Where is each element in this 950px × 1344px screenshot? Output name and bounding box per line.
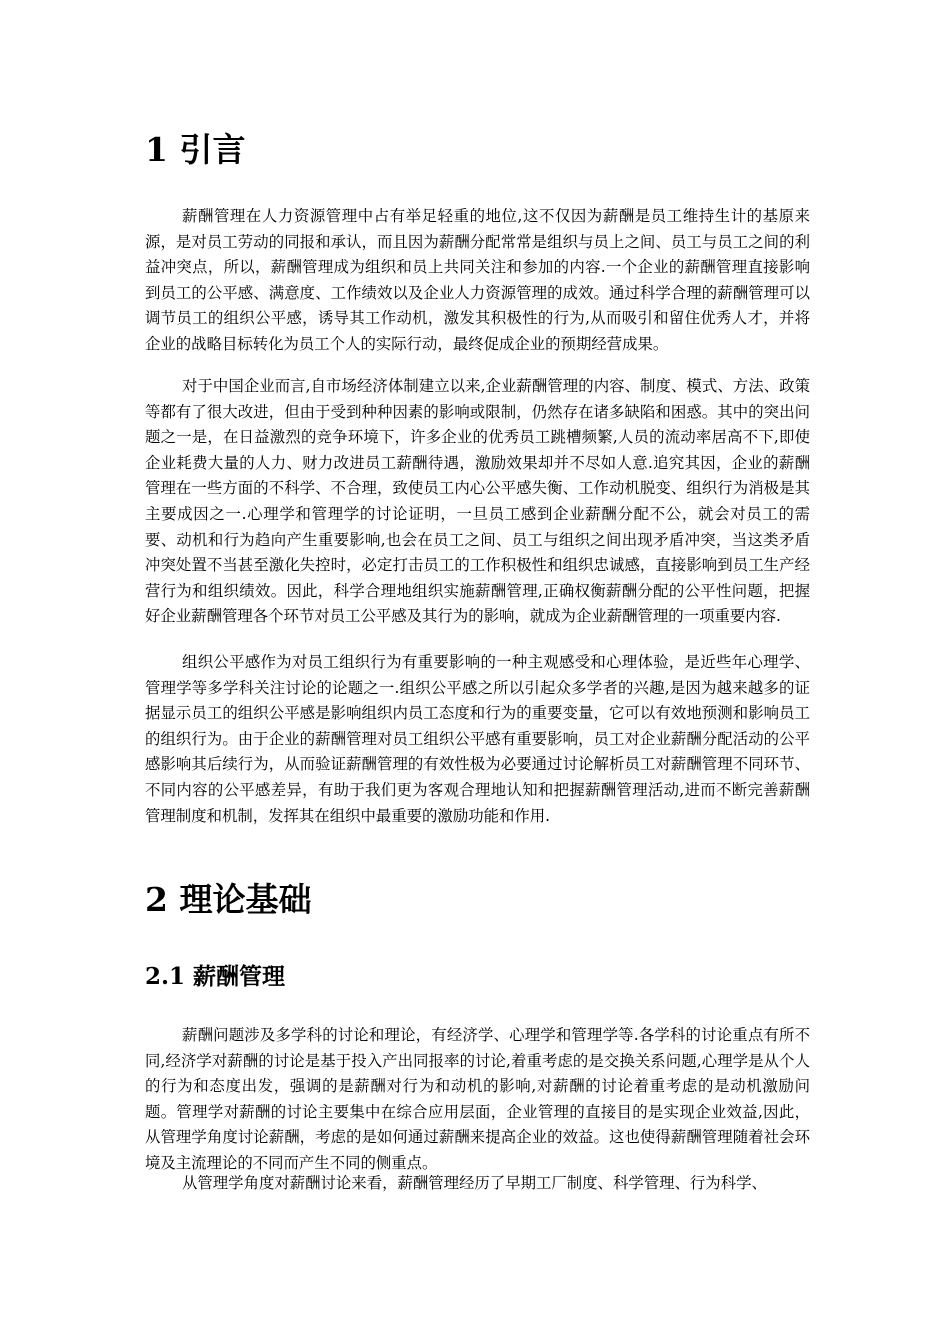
paragraph-intro-3: 组织公平感作为对员工组织行为有重要影响的一种主观感受和心理体验，是近些年心理学、管理学等多学科关注讨论的论题之一.组织公平感之所以引起众多学者的兴趣,是因为越来越多的证据显示员工的组织公平感是影响组织内员工态度和行为的重要变量，它可以有效地预测和影响员工的组织行为。由于企业的薪酬管理对员工组织公平感有重要影响，员工对企业薪酬分配活动的公平感影响其后续行为，从而验证薪酬管理的有效性极为必要通过讨论解析员工对薪酬管理不同环节、不同内容的公平感差异，有助于我们更为客观合理地认知和把握薪酬管理活动,进而不断完善薪酬管理制度和机制，发挥其在组织中最重要的激励功能和作用. [145, 653, 810, 825]
paragraph-intro-1: 薪酬管理在人力资源管理中占有举足轻重的地位,这不仅因为薪酬是员工维持生计的基原来源，是对员工劳动的同报和承认，而且因为薪酬分配常常是组织与员上之间、员工与员工之间的利益冲突点，所以，薪酬管理成为组织和员上共同关注和参加的内容.一个企业的薪酬管理直接影响到员工的公平感、满意度、工作绩效以及企业人力资源管理的成效。通过科学合理的薪酬管理可以调节员工的组织公平感，诱导其工作动机，激发其积极性的行为,从而吸引和留住优秀人才，并将企业的战略目标转化为员工个人的实际行动，最终促成企业的预期经营成果。 [145, 207, 810, 353]
subsection-heading-compensation: 2.1 薪酬管理 [145, 963, 286, 990]
paragraph-intro-2: 对于中国企业而言,自市场经济体制建立以来,企业薪酬管理的内容、制度、模式、方法、政策等都有了很大改进，但由于受到种种因素的影响或限制，仍然存在诸多缺陷和困惑。其中的突出问题之一是，在日益激烈的竞争环境下，许多企业的优秀员工跳槽频繁,人员的流动率居高不下,即使企业耗费大量的人力、财力改进员工薪酬待遇，激励效果却并不尽如人意.追究其因，企业的薪酬管理在一些方面的不科学、不合理，致使员工内心公平感失衡、工作动机脱变、组织行为消极是其主要成因之一.心理学和管理学的讨论证明，一旦员工感到企业薪酬分配不公，就会对员工的需要、动机和行为趋向产生重要影响,也会在员工之间、员工与组织之间出现矛盾冲突，当这类矛盾冲突处置不当甚至激化失控时，必定打击员工的工作积极性和组织忠诚感，直接影响到员工生产经营行为和组织绩效。因此，科学合理地组织实施薪酬管理,正确权衡薪酬分配的公平性问题，把握好企业薪酬管理各个环节对员工公平感及其行为的影响，就成为企业薪酬管理的一项重要内容. [145, 377, 810, 626]
section-heading-intro: 1 引言 [145, 130, 246, 169]
paragraph-compensation-2: 从管理学角度对薪酬讨论来看，薪酬管理经历了早期工厂制度、科学管理、行为科学、 [182, 1174, 767, 1192]
section-heading-theory: 2 理论基础 [145, 880, 312, 919]
paragraph-compensation-1: 薪酬问题涉及多学科的讨论和理论，有经济学、心理学和管理学等.各学科的讨论重点有所不同,经济学对薪酬的讨论是基于投入产出同报率的讨论,着重考虑的是交换关系问题,心理学是从个人的行为和态度出发，强调的是薪酬对行为和动机的影响,对薪酬的讨论着重考虑的是动机激励问题。管理学对薪酬的讨论主要集中在综合应用层面，企业管理的直接目的是实现企业效益,因此，从管理学角度讨论薪酬，考虑的是如何通过薪酬来提高企业的效益。这也使得薪酬管理随着社会环境及主流理论的不同而产生不同的侧重点。 [145, 1026, 810, 1172]
